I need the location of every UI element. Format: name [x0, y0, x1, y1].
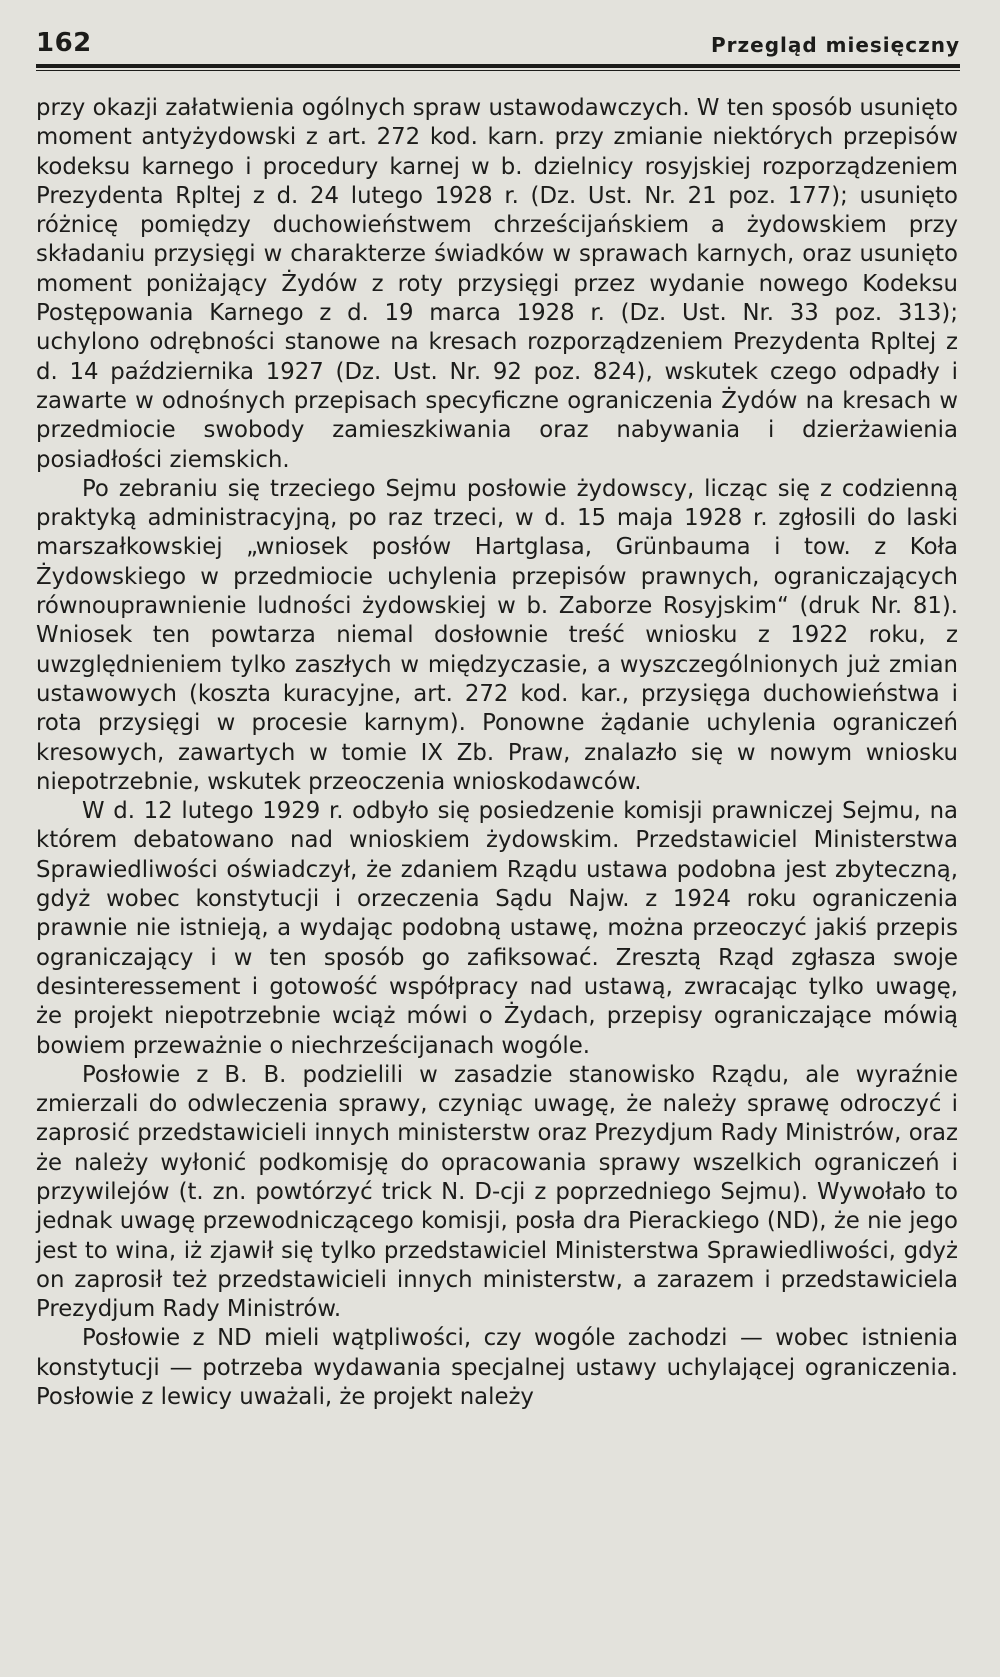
header-rule — [36, 64, 960, 71]
paragraph-5: Posłowie z ND mieli wątpliwości, czy wogóle zachodzi — wobec istnienia konstytucji — potrzeba wydawania specjalnej ustawy uchylającej ograniczenia. Posłowie z lewicy uważali, że projekt należy — [36, 1325, 958, 1411]
paragraph-3: W d. 12 lutego 1929 r. odbyło się posiedzenie komisji prawniczej Sejmu, na którem debatowano nad wnioskiem żydowskim. Przedstawiciel Ministerstwa Sprawiedliwości oświadczył, że zdaniem Rządu ustawa podobna jest zbyteczną, gdyż wobec konstytucji i orzeczenia Sądu Najw. z 1924 roku ograniczenia prawnie nie istnieją, a wydając podobną ustawę, można przeoczyć jakiś przepis ograniczający i w ten sposób go zafiksować. Zresztą Rząd zgłasza swoje desinteressement i gotowość współpracy nad ustawą, zwracając tylko uwagę, że projekt niepotrzebnie wciąż mówi o Żydach, przepisy ograniczające mówią bowiem przeważnie o niechrześcijanach wogóle. — [36, 798, 958, 1059]
running-title: Przegląd miesięczny — [710, 33, 960, 57]
paragraph-2: Po zebraniu się trzeciego Sejmu posłowie żydowscy, licząc się z codzienną praktyką administracyjną, po raz trzeci, w d. 15 maja 1928 r. zgłosili do laski marszałkowskiej „wniosek posłów Hartglasa, Grünbauma i tow. z Koła Żydowskiego w przedmiocie uchylenia przepisów prawnych, ograniczających równouprawnienie ludności żydowskiej w b. Zaborze Rosyjskim“ (druk Nr. 81). Wniosek ten powtarza niemal dosłownie treść wniosku z 1922 roku, z uwzględnieniem tylko zaszłych w międzyczasie, a wyszczególnionych już zmian ustawowych (koszta kuracyjne, art. 272 kod. kar., przysięga duchowieństwa i rota przysięgi w procesie karnym). Ponowne żądanie uchylenia ograniczeń kresowych, zawartych w tomie IX Zb. Praw, znalazło się w nowym wniosku niepotrzebnie, wskutek przeoczenia wnioskodawców. — [36, 475, 958, 795]
paragraph-4: Posłowie z B. B. podzielili w zasadzie stanowisko Rządu, ale wyraźnie zmierzali do odwleczenia sprawy, czyniąc uwagę, że należy sprawę odroczyć i zaprosić przedstawicieli innych ministerstw oraz Prezydjum Rady Ministrów, oraz że należy wyłonić podkomisję do opracowania sprawy wszelkich ograniczeń i przywilejów (t. zn. powtórzyć trick N. D-cji z poprzedniego Sejmu). Wywołało to jednak uwagę przewodniczącego komisji, posła dra Pierackiego (ND), że nie jego jest to wina, iż zjawił się tylko przedstawiciel Ministerstwa Sprawiedliwości, gdyż on zaprosił też przedstawicieli innych ministerstw, a zarazem i przedstawiciela Prezydjum Rady Ministrów. — [36, 1061, 958, 1323]
page-header — [36, 24, 960, 64]
paragraph-1: przy okazji załatwienia ogólnych spraw ustawodawczych. W ten sposób usunięto moment antyżydowski z art. 272 kod. karn. przy zmianie niektórych przepisów kodeksu karnego i procedury karnej w b. dzielnicy rosyjskiej rozporządzeniem Prezydenta Rpltej z d. 24 lutego 1928 r. (Dz. Ust. Nr. 21 poz. 177); usunięto różnicę pomiędzy duchowieństwem chrześcijańskiem a żydowskiem przy składaniu przysięgi w charakterze świadków w sprawach karnych, oraz usunięto moment poniżający Żydów z roty przysięgi przez wydanie nowego Kodeksu Postępowania Karnego z d. 19 marca 1928 r. (Dz. Ust. Nr. 33 poz. 313); uchylono odrębności stanowe na kresach rozporządzeniem Prezydenta Rpltej z d. 14 października 1927 (Dz. Ust. Nr. 92 poz. 824), wskutek czego odpadły i zawarte w odnośnych przepisach specyficzne ograniczenia Żydów na kresach w przedmiocie swobody zamieszkiwania oraz nabywania i dzierżawienia posiadłości ziemskich. — [36, 95, 958, 473]
page-number: 162 — [36, 28, 92, 58]
body-text — [36, 94, 958, 1412]
